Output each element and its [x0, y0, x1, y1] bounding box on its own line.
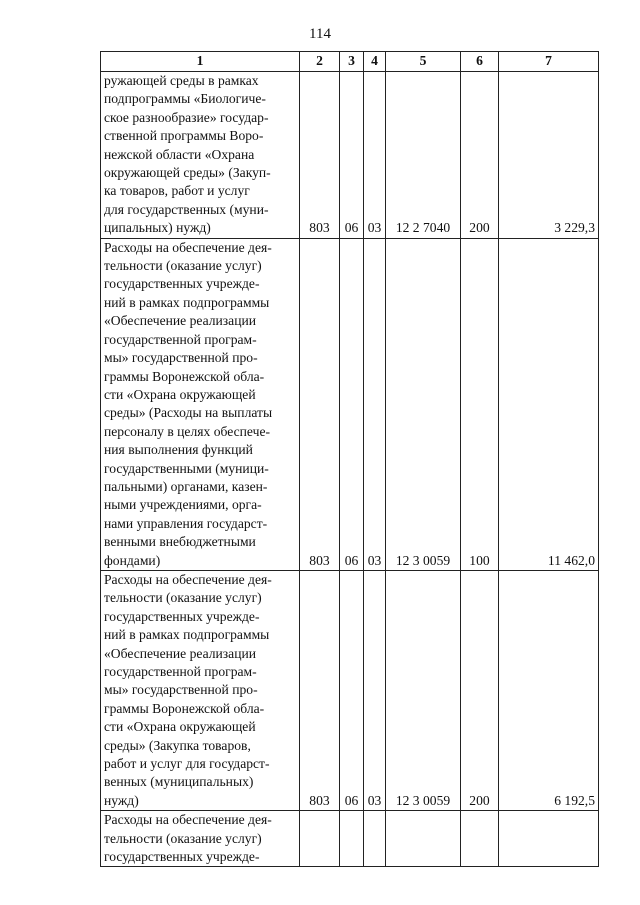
row-description: Расходы на обеспечение дея- тельности (оказание услуг) государственных учрежде- ний в рамках подпрограммы «Обеспечение реализации государственной програм- мы» государственной про- граммы Воронежской обла- сти «Охрана окружающей среды» (Расходы на выплаты персоналу в целях обеспече- ния выполнения функций государственными (муници- пальными) органами, казен- ными учреждениями, орга- нами управления государст- венными внебюджетными фондами) [101, 238, 300, 570]
expense-type-code: 200 [461, 72, 499, 239]
section-code: 06 [340, 570, 364, 810]
amount: 3 229,3 [499, 72, 599, 239]
table-row [101, 72, 599, 239]
section-code: 06 [340, 238, 364, 570]
header-cell-2: 2 [300, 52, 340, 72]
amount [499, 811, 599, 867]
expense-type-code [461, 811, 499, 867]
ministry-code: 803 [300, 570, 340, 810]
row-description: Расходы на обеспечение дея- тельности (оказание услуг) государственных учрежде- ний в рамках подпрограммы «Обеспечение реализации государственной програм- мы» государственной про- граммы Воронежской обла- сти «Охрана окружающей среды» (Закупка товаров, работ и услуг для государст- венных (муниципальных) нужд) [101, 570, 300, 810]
header-cell-5: 5 [386, 52, 461, 72]
target-article-code [386, 811, 461, 867]
section-code [340, 811, 364, 867]
subsection-code: 03 [364, 238, 386, 570]
header-row [101, 52, 599, 72]
row-description: Расходы на обеспечение дея- тельности (оказание услуг) государственных учрежде- [101, 811, 300, 867]
subsection-code [364, 811, 386, 867]
table-row [101, 238, 599, 570]
ministry-code: 803 [300, 72, 340, 239]
section-code: 06 [340, 72, 364, 239]
subsection-code: 03 [364, 72, 386, 239]
header-cell-7: 7 [499, 52, 599, 72]
target-article-code: 12 2 7040 [386, 72, 461, 239]
table-row [101, 570, 599, 810]
subsection-code: 03 [364, 570, 386, 810]
budget-table [100, 51, 599, 867]
header-cell-1: 1 [101, 52, 300, 72]
row-description: ружающей среды в рамках подпрограммы «Биологиче- ское разнообразие» государ- ственной программы Воро- нежской области «Охрана окружающей среды» (Закуп- ка товаров, работ и услуг для государственных (муни- ципальных) нужд) [101, 72, 300, 239]
header-cell-3: 3 [340, 52, 364, 72]
amount: 6 192,5 [499, 570, 599, 810]
table-row [101, 811, 599, 867]
page-number: 114 [309, 26, 331, 42]
target-article-code: 12 3 0059 [386, 570, 461, 810]
ministry-code [300, 811, 340, 867]
expense-type-code: 100 [461, 238, 499, 570]
header-cell-4: 4 [364, 52, 386, 72]
ministry-code: 803 [300, 238, 340, 570]
target-article-code: 12 3 0059 [386, 238, 461, 570]
expense-type-code: 200 [461, 570, 499, 810]
header-cell-6: 6 [461, 52, 499, 72]
amount: 11 462,0 [499, 238, 599, 570]
